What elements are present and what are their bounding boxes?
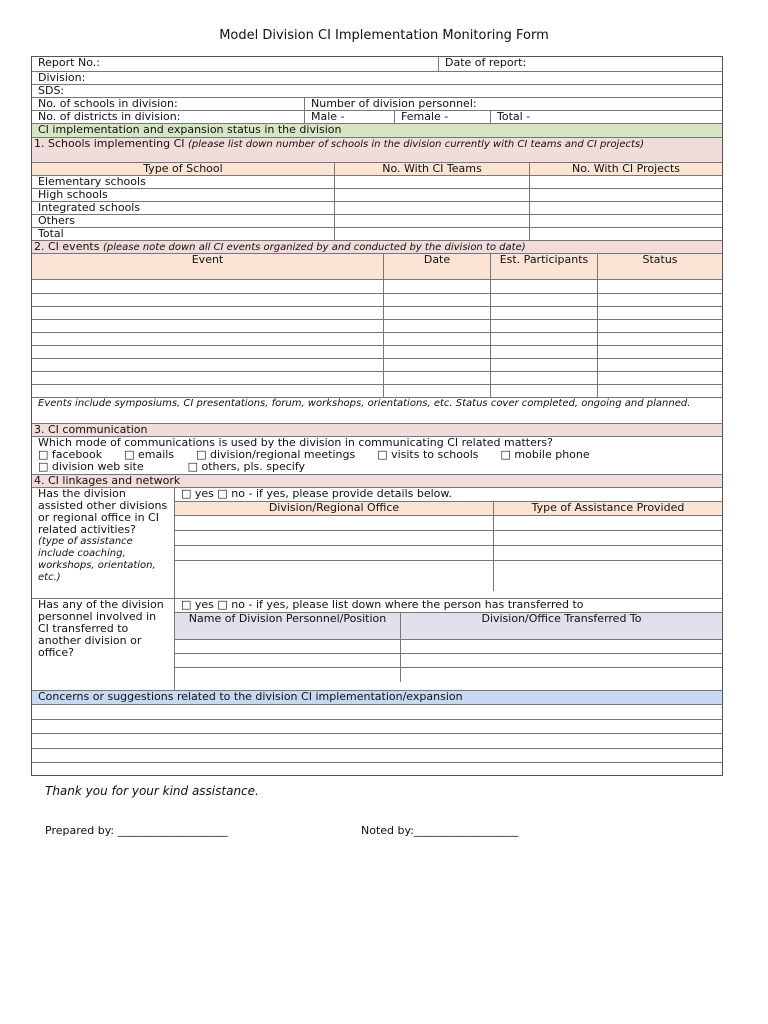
events-grid xyxy=(32,279,722,397)
report-row xyxy=(32,57,722,71)
table-row xyxy=(175,545,722,560)
sds-field[interactable]: SDS: xyxy=(38,84,65,97)
districts-count-field[interactable]: No. of districts in division: xyxy=(38,111,181,123)
section-4-heading: 4. CI linkages and network xyxy=(34,474,181,487)
section-1-heading: 1. Schools implementing CI (please list down number of schools in the division currently with CI teams and CI projects) xyxy=(34,137,645,150)
assistance-note: (type of assistance include coaching, workshops, orientation, etc.) xyxy=(38,536,156,583)
table-row xyxy=(175,639,722,653)
col-participants: Est. Participants xyxy=(490,254,597,279)
table-row xyxy=(175,667,722,682)
male-field[interactable]: Male - xyxy=(304,111,394,123)
date-of-report-field[interactable]: Date of report: xyxy=(438,57,722,71)
col-date: Date xyxy=(383,254,490,279)
monitoring-form xyxy=(31,56,723,776)
transfer-answer[interactable]: □ yes □ no - if yes, please list down where the person has transferred to xyxy=(181,598,584,611)
events-footnote: Events include symposiums, CI presentations, forum, workshops, orientations, etc. Status cover completed, ongoing and planned. xyxy=(38,398,691,409)
col-status: Status xyxy=(597,254,722,279)
mobile-phone-checkbox[interactable]: □ mobile phone xyxy=(500,448,590,461)
facebook-checkbox[interactable]: □ facebook xyxy=(38,448,103,461)
personnel-count-field[interactable]: Number of division personnel: xyxy=(304,98,722,110)
col-type-of-school: Type of School xyxy=(143,163,223,175)
form-title: Model Division CI Implementation Monitoring Form xyxy=(219,28,549,43)
table-row xyxy=(175,515,722,530)
communication-block xyxy=(32,437,722,474)
total-field[interactable]: Total - xyxy=(490,111,722,123)
col-transferred-to: Division/Office Transferred To xyxy=(400,613,722,639)
table-row: Total xyxy=(32,227,722,240)
others-checkbox[interactable]: □ others, pls. specify xyxy=(187,460,306,473)
female-field[interactable]: Female - xyxy=(394,111,490,123)
table-row: Others xyxy=(32,214,722,227)
schools-count-field[interactable]: No. of schools in division: xyxy=(38,98,178,110)
emails-checkbox[interactable]: □ emails xyxy=(124,448,175,461)
thanks-note: Thank you for your kind assistance. xyxy=(45,784,259,798)
table-row xyxy=(175,653,722,667)
concerns-line[interactable] xyxy=(32,719,722,733)
table-row xyxy=(175,560,722,591)
col-ci-projects: No. With CI Projects xyxy=(529,163,722,175)
col-event: Event xyxy=(191,254,224,266)
col-assistance-type: Type of Assistance Provided xyxy=(493,502,722,515)
report-no-field[interactable]: Report No.: xyxy=(38,57,100,69)
prepared-by-field[interactable]: Prepared by: ____________________ xyxy=(45,824,228,837)
concerns-heading: Concerns or suggestions related to the division CI implementation/expansion xyxy=(38,690,463,703)
visits-checkbox[interactable]: □ visits to schools xyxy=(377,448,479,461)
section-2-heading: 2. CI events (please note down all CI events organized by and conducted by the division to date) xyxy=(34,240,526,253)
section-status-heading: CI implementation and expansion status in the division xyxy=(38,123,342,136)
concerns-line[interactable] xyxy=(32,733,722,748)
assistance-block xyxy=(32,487,722,598)
col-personnel: Name of Division Personnel/Position xyxy=(188,612,387,625)
web-site-checkbox[interactable]: □ division web site xyxy=(38,460,144,473)
assistance-question: Has the division assisted other divisions or regional office in CI related activities? xyxy=(38,488,168,536)
table-row: High schools xyxy=(32,188,722,201)
assistance-answer[interactable]: □ yes □ no - if yes, please provide details below. xyxy=(181,487,452,500)
table-row: Elementary schools xyxy=(32,175,722,188)
transfer-question: Has any of the division personnel involved in CI transferred to another division or office? xyxy=(38,599,164,659)
section-3-heading: 3. CI communication xyxy=(34,423,148,436)
table-row xyxy=(175,530,722,545)
division-field[interactable]: Division: xyxy=(38,71,86,84)
concerns-line[interactable] xyxy=(32,704,722,719)
col-ci-teams: No. With CI Teams xyxy=(334,163,529,175)
transfer-block xyxy=(32,598,722,690)
table-row: Integrated schools xyxy=(32,201,722,214)
meetings-checkbox[interactable]: □ division/regional meetings xyxy=(196,448,356,461)
concerns-line[interactable] xyxy=(32,748,722,762)
communication-question: Which mode of communications is used by the division in communicating CI related matters? xyxy=(38,436,553,449)
concerns-line[interactable] xyxy=(32,762,722,775)
col-regional-office: Division/Regional Office xyxy=(268,501,400,514)
noted-by-field[interactable]: Noted by:___________________ xyxy=(361,824,519,837)
